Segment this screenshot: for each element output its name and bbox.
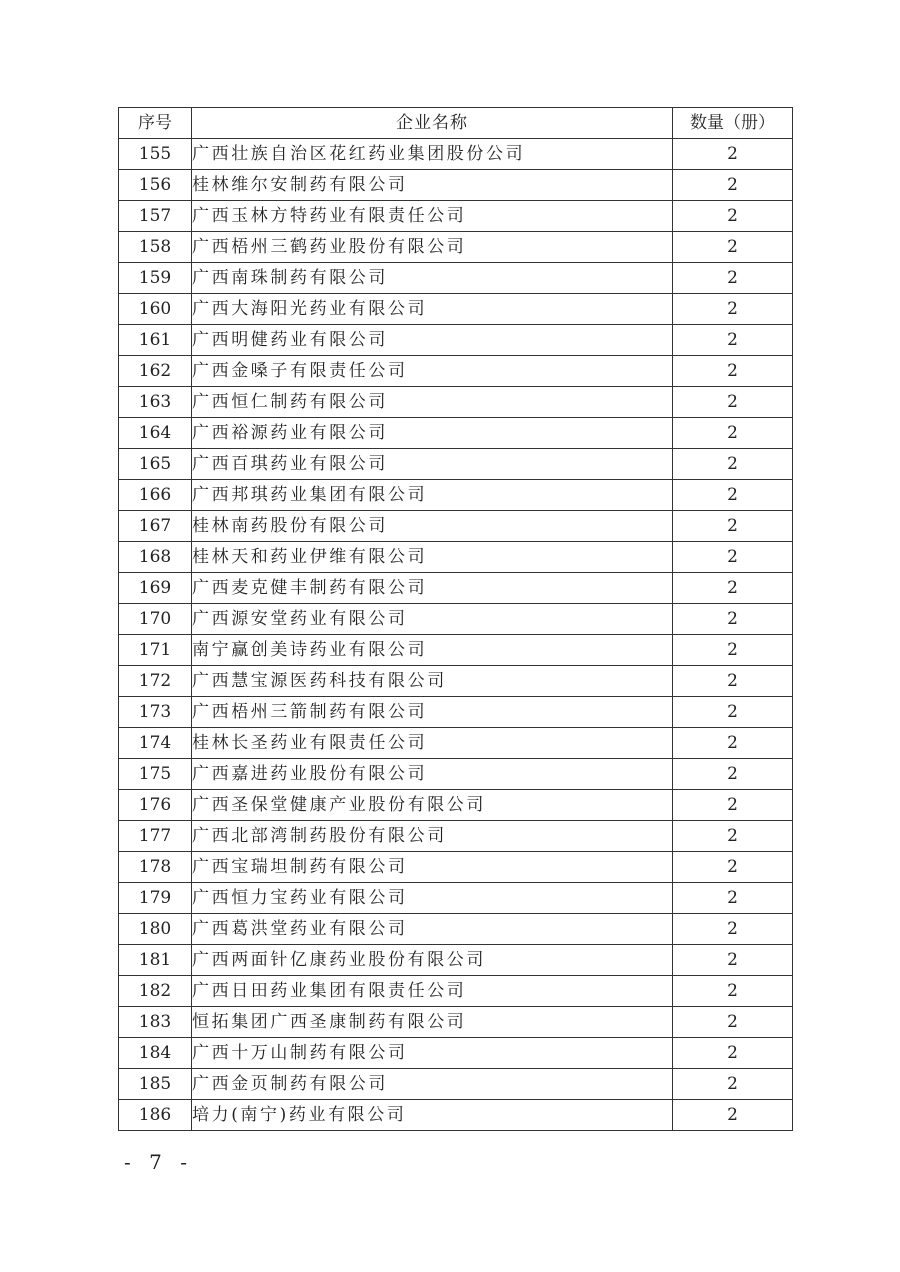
row-company-name: 广西玉林方特药业有限责任公司: [192, 201, 673, 232]
row-quantity: 2: [673, 263, 793, 294]
table-row: [119, 759, 793, 790]
header-serial-number: 序号: [119, 108, 192, 139]
row-quantity: 2: [673, 387, 793, 418]
row-quantity: 2: [673, 945, 793, 976]
row-company-name: 广西两面针亿康药业股份有限公司: [192, 945, 673, 976]
row-company-name: 广西日田药业集团有限责任公司: [192, 976, 673, 1007]
row-quantity: 2: [673, 1100, 793, 1131]
table-row: [119, 325, 793, 356]
row-serial-number: 177: [119, 821, 192, 852]
row-company-name: 广西恒仁制药有限公司: [192, 387, 673, 418]
row-serial-number: 174: [119, 728, 192, 759]
row-serial-number: 171: [119, 635, 192, 666]
row-quantity: 2: [673, 728, 793, 759]
row-serial-number: 175: [119, 759, 192, 790]
row-serial-number: 155: [119, 139, 192, 170]
row-serial-number: 156: [119, 170, 192, 201]
table-header-row: [119, 108, 793, 139]
row-company-name: 培力(南宁)药业有限公司: [192, 1100, 673, 1131]
row-quantity: 2: [673, 604, 793, 635]
row-serial-number: 164: [119, 418, 192, 449]
row-company-name: 广西十万山制药有限公司: [192, 1038, 673, 1069]
row-quantity: 2: [673, 790, 793, 821]
row-serial-number: 182: [119, 976, 192, 1007]
row-serial-number: 183: [119, 1007, 192, 1038]
row-quantity: 2: [673, 573, 793, 604]
table-row: [119, 821, 793, 852]
table-row: [119, 263, 793, 294]
row-quantity: 2: [673, 666, 793, 697]
row-company-name: 广西北部湾制药股份有限公司: [192, 821, 673, 852]
row-serial-number: 162: [119, 356, 192, 387]
row-quantity: 2: [673, 542, 793, 573]
row-quantity: 2: [673, 1038, 793, 1069]
row-quantity: 2: [673, 883, 793, 914]
table-row: [119, 1007, 793, 1038]
row-company-name: 广西壮族自治区花红药业集团股份公司: [192, 139, 673, 170]
header-company-name: 企业名称: [192, 108, 673, 139]
row-quantity: 2: [673, 139, 793, 170]
row-serial-number: 157: [119, 201, 192, 232]
table-row: [119, 418, 793, 449]
table-row: [119, 573, 793, 604]
row-company-name: 广西麦克健丰制药有限公司: [192, 573, 673, 604]
row-serial-number: 184: [119, 1038, 192, 1069]
row-quantity: 2: [673, 914, 793, 945]
row-quantity: 2: [673, 356, 793, 387]
row-serial-number: 163: [119, 387, 192, 418]
row-serial-number: 168: [119, 542, 192, 573]
row-company-name: 广西宝瑞坦制药有限公司: [192, 852, 673, 883]
table-row: [119, 449, 793, 480]
row-serial-number: 166: [119, 480, 192, 511]
row-company-name: 广西源安堂药业有限公司: [192, 604, 673, 635]
row-company-name: 广西裕源药业有限公司: [192, 418, 673, 449]
row-company-name: 广西梧州三箭制药有限公司: [192, 697, 673, 728]
row-quantity: 2: [673, 1007, 793, 1038]
row-company-name: 广西慧宝源医药科技有限公司: [192, 666, 673, 697]
table-row: [119, 604, 793, 635]
row-serial-number: 160: [119, 294, 192, 325]
row-company-name: 广西金嗓子有限责任公司: [192, 356, 673, 387]
table-row: [119, 976, 793, 1007]
row-quantity: 2: [673, 294, 793, 325]
row-company-name: 广西嘉进药业股份有限公司: [192, 759, 673, 790]
row-serial-number: 159: [119, 263, 192, 294]
row-company-name: 广西百琪药业有限公司: [192, 449, 673, 480]
row-serial-number: 178: [119, 852, 192, 883]
row-company-name: 桂林长圣药业有限责任公司: [192, 728, 673, 759]
table-row: [119, 201, 793, 232]
row-quantity: 2: [673, 170, 793, 201]
row-quantity: 2: [673, 201, 793, 232]
row-serial-number: 173: [119, 697, 192, 728]
row-serial-number: 176: [119, 790, 192, 821]
row-serial-number: 169: [119, 573, 192, 604]
row-serial-number: 179: [119, 883, 192, 914]
row-company-name: 桂林南药股份有限公司: [192, 511, 673, 542]
table-row: [119, 883, 793, 914]
table-row: [119, 170, 793, 201]
row-company-name: 广西梧州三鹤药业股份有限公司: [192, 232, 673, 263]
row-company-name: 广西圣保堂健康产业股份有限公司: [192, 790, 673, 821]
table-row: [119, 542, 793, 573]
row-company-name: 广西明健药业有限公司: [192, 325, 673, 356]
table-row: [119, 697, 793, 728]
row-company-name: 南宁赢创美诗药业有限公司: [192, 635, 673, 666]
row-quantity: 2: [673, 418, 793, 449]
row-serial-number: 181: [119, 945, 192, 976]
table-row: [119, 1038, 793, 1069]
table-row: [119, 139, 793, 170]
page-number: - 7 -: [124, 1150, 193, 1174]
company-table: [118, 107, 793, 1131]
table-row: [119, 1069, 793, 1100]
header-quantity: 数量（册）: [673, 108, 793, 139]
table-row: [119, 666, 793, 697]
row-company-name: 广西葛洪堂药业有限公司: [192, 914, 673, 945]
table-row: [119, 232, 793, 263]
row-serial-number: 165: [119, 449, 192, 480]
table-row: [119, 914, 793, 945]
row-company-name: 广西恒力宝药业有限公司: [192, 883, 673, 914]
row-quantity: 2: [673, 759, 793, 790]
table-row: [119, 852, 793, 883]
row-quantity: 2: [673, 976, 793, 1007]
row-serial-number: 161: [119, 325, 192, 356]
table-body: [119, 139, 793, 1131]
row-company-name: 广西邦琪药业集团有限公司: [192, 480, 673, 511]
row-company-name: 广西金页制药有限公司: [192, 1069, 673, 1100]
row-serial-number: 186: [119, 1100, 192, 1131]
row-quantity: 2: [673, 232, 793, 263]
table-row: [119, 294, 793, 325]
row-serial-number: 172: [119, 666, 192, 697]
table-row: [119, 728, 793, 759]
row-serial-number: 167: [119, 511, 192, 542]
row-quantity: 2: [673, 511, 793, 542]
table-row: [119, 790, 793, 821]
table-row: [119, 480, 793, 511]
table-row: [119, 945, 793, 976]
row-quantity: 2: [673, 852, 793, 883]
table-row: [119, 387, 793, 418]
row-quantity: 2: [673, 821, 793, 852]
table-row: [119, 356, 793, 387]
table-row: [119, 511, 793, 542]
row-quantity: 2: [673, 325, 793, 356]
row-company-name: 广西大海阳光药业有限公司: [192, 294, 673, 325]
row-quantity: 2: [673, 635, 793, 666]
row-company-name: 广西南珠制药有限公司: [192, 263, 673, 294]
row-quantity: 2: [673, 697, 793, 728]
row-serial-number: 180: [119, 914, 192, 945]
row-company-name: 桂林维尔安制药有限公司: [192, 170, 673, 201]
row-serial-number: 185: [119, 1069, 192, 1100]
table-row: [119, 635, 793, 666]
table-row: [119, 1100, 793, 1131]
row-serial-number: 158: [119, 232, 192, 263]
row-quantity: 2: [673, 1069, 793, 1100]
row-quantity: 2: [673, 449, 793, 480]
row-quantity: 2: [673, 480, 793, 511]
row-company-name: 恒拓集团广西圣康制药有限公司: [192, 1007, 673, 1038]
row-company-name: 桂林天和药业伊维有限公司: [192, 542, 673, 573]
row-serial-number: 170: [119, 604, 192, 635]
